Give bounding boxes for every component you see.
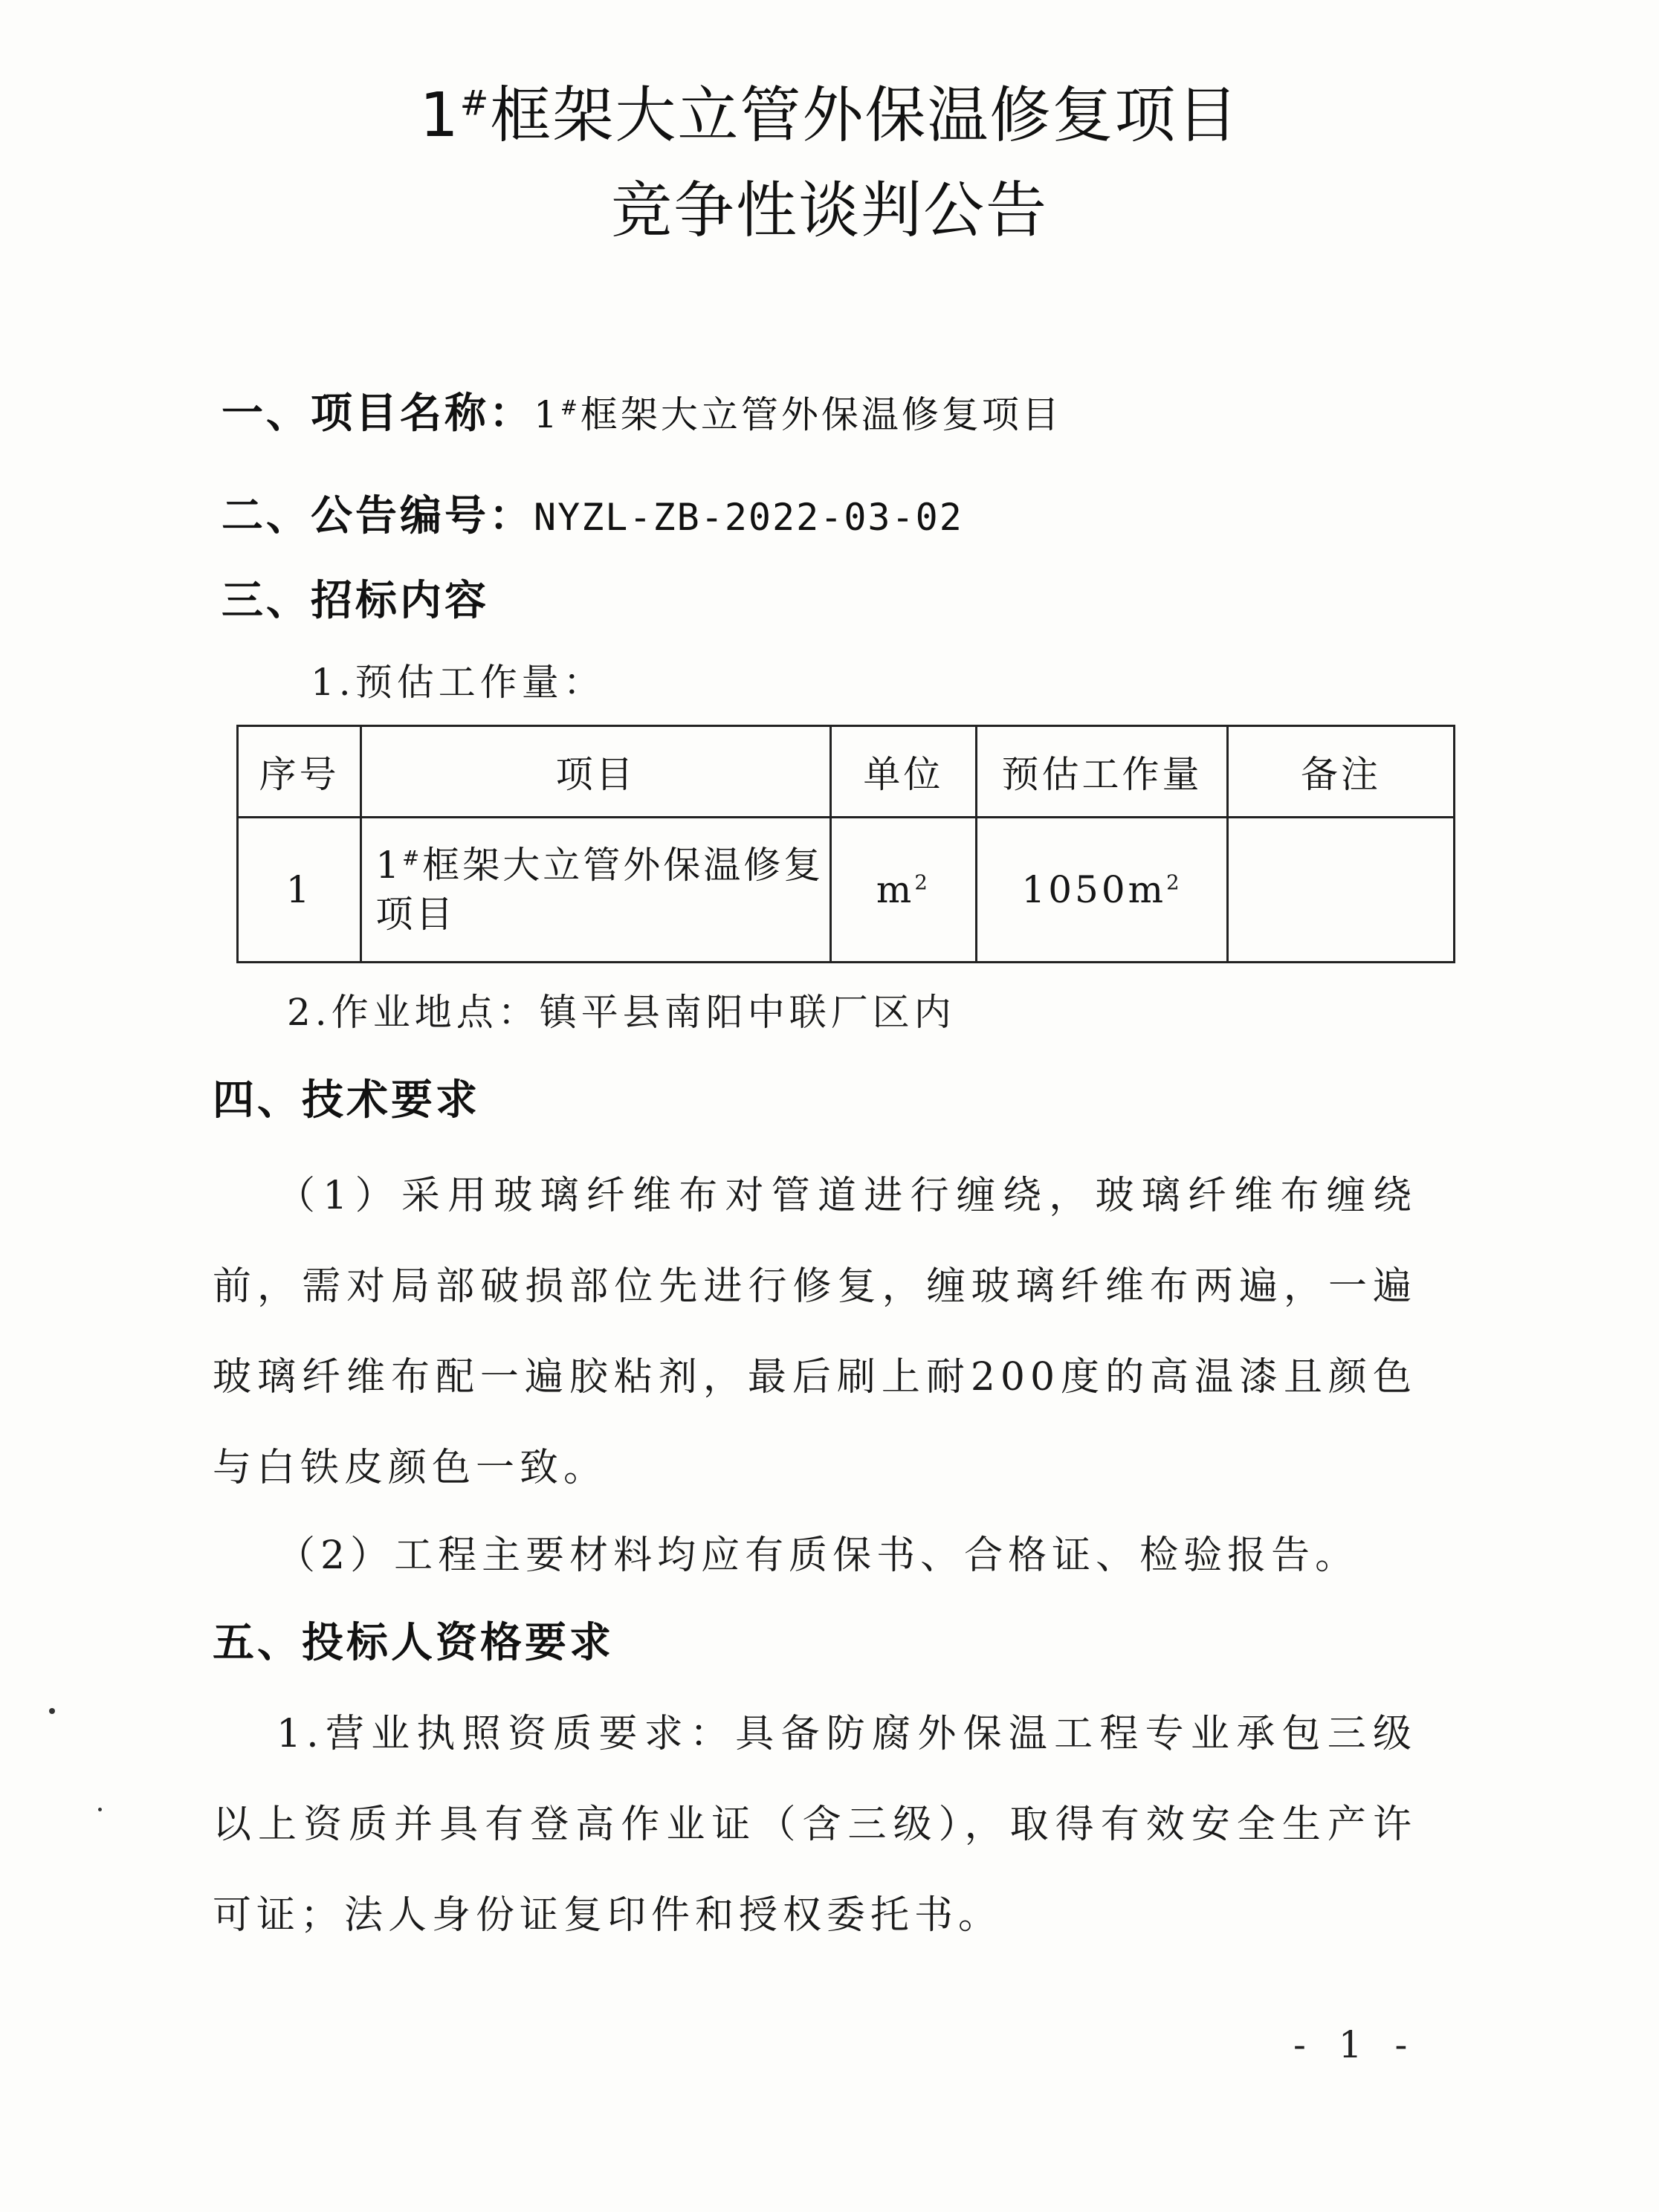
- section-technical-requirements: 四、技术要求: [213, 1076, 480, 1125]
- section-bid-content: 三、招标内容: [221, 577, 489, 625]
- technical-requirement-2: （2）工程主要材料均应有质保书、合格证、检验报告。: [276, 1533, 1359, 1578]
- cell-item: 1#框架大立管外保温修复项目: [361, 818, 831, 963]
- header-cell-quantity: 预估工作量: [976, 726, 1227, 818]
- header-cell-no: 序号: [238, 726, 361, 818]
- section-notice-number-label: 二、公告编号：: [221, 492, 534, 540]
- section-project-name: [221, 381, 1062, 440]
- header-cell-remark: 备注: [1228, 726, 1455, 818]
- title-superscript: #: [459, 83, 491, 123]
- cell-unit: $m^2$: [830, 818, 976, 963]
- technical-requirement-1: （1）采用玻璃纤维布对管道进行缠绕，玻璃纤维布缠绕前，需对局部破损部位先进行修复，缠玻璃纤维布两遍，一遍玻璃纤维布配一遍胶粘剂，最后刷上耐200度的高温漆且颜色与白铁皮颜色一致。: [213, 1174, 1417, 1490]
- scan-speck: [98, 1808, 102, 1811]
- cell-no: 1: [238, 818, 361, 963]
- notice-number-value: NYZL-ZB-2022-03-02: [534, 496, 963, 539]
- project-name-value: 1#框架大立管外保温修复项目: [534, 393, 1062, 436]
- title-text: 框架大立管外保温修复项目: [490, 80, 1240, 151]
- section-bidder-qualification: 五、投标人资格要求: [213, 1619, 614, 1667]
- section-notice-number: [221, 483, 963, 543]
- section-project-name-label: 一、项目名称：: [221, 389, 534, 438]
- qualification-requirement-1: 1.营业执照资质要求：具备防腐外保温工程专业承包三级以上资质并具有登高作业证（含三级），取得有效安全生产许可证；法人身份证复印件和授权委托书。: [213, 1712, 1417, 1938]
- table-header-row: [238, 726, 1455, 818]
- cell-quantity: $1050m^2$: [976, 818, 1227, 963]
- document-title: [0, 67, 1659, 154]
- header-cell-unit: 单位: [830, 726, 976, 818]
- scan-speck: [49, 1708, 55, 1714]
- table-row: [238, 818, 1455, 963]
- workload-table: [236, 725, 1455, 963]
- header-cell-item: 项目: [361, 726, 831, 818]
- work-location: 2.作业地点：镇平县南阳中联厂区内: [287, 991, 956, 1034]
- title-prefix: 1: [419, 80, 460, 151]
- page-number: - 1 -: [1293, 2023, 1418, 2066]
- estimated-workload-label: 1.预估工作量：: [311, 661, 605, 704]
- cell-remark: [1228, 818, 1455, 963]
- document-subtitle: 竞争性谈判公告: [610, 175, 1048, 246]
